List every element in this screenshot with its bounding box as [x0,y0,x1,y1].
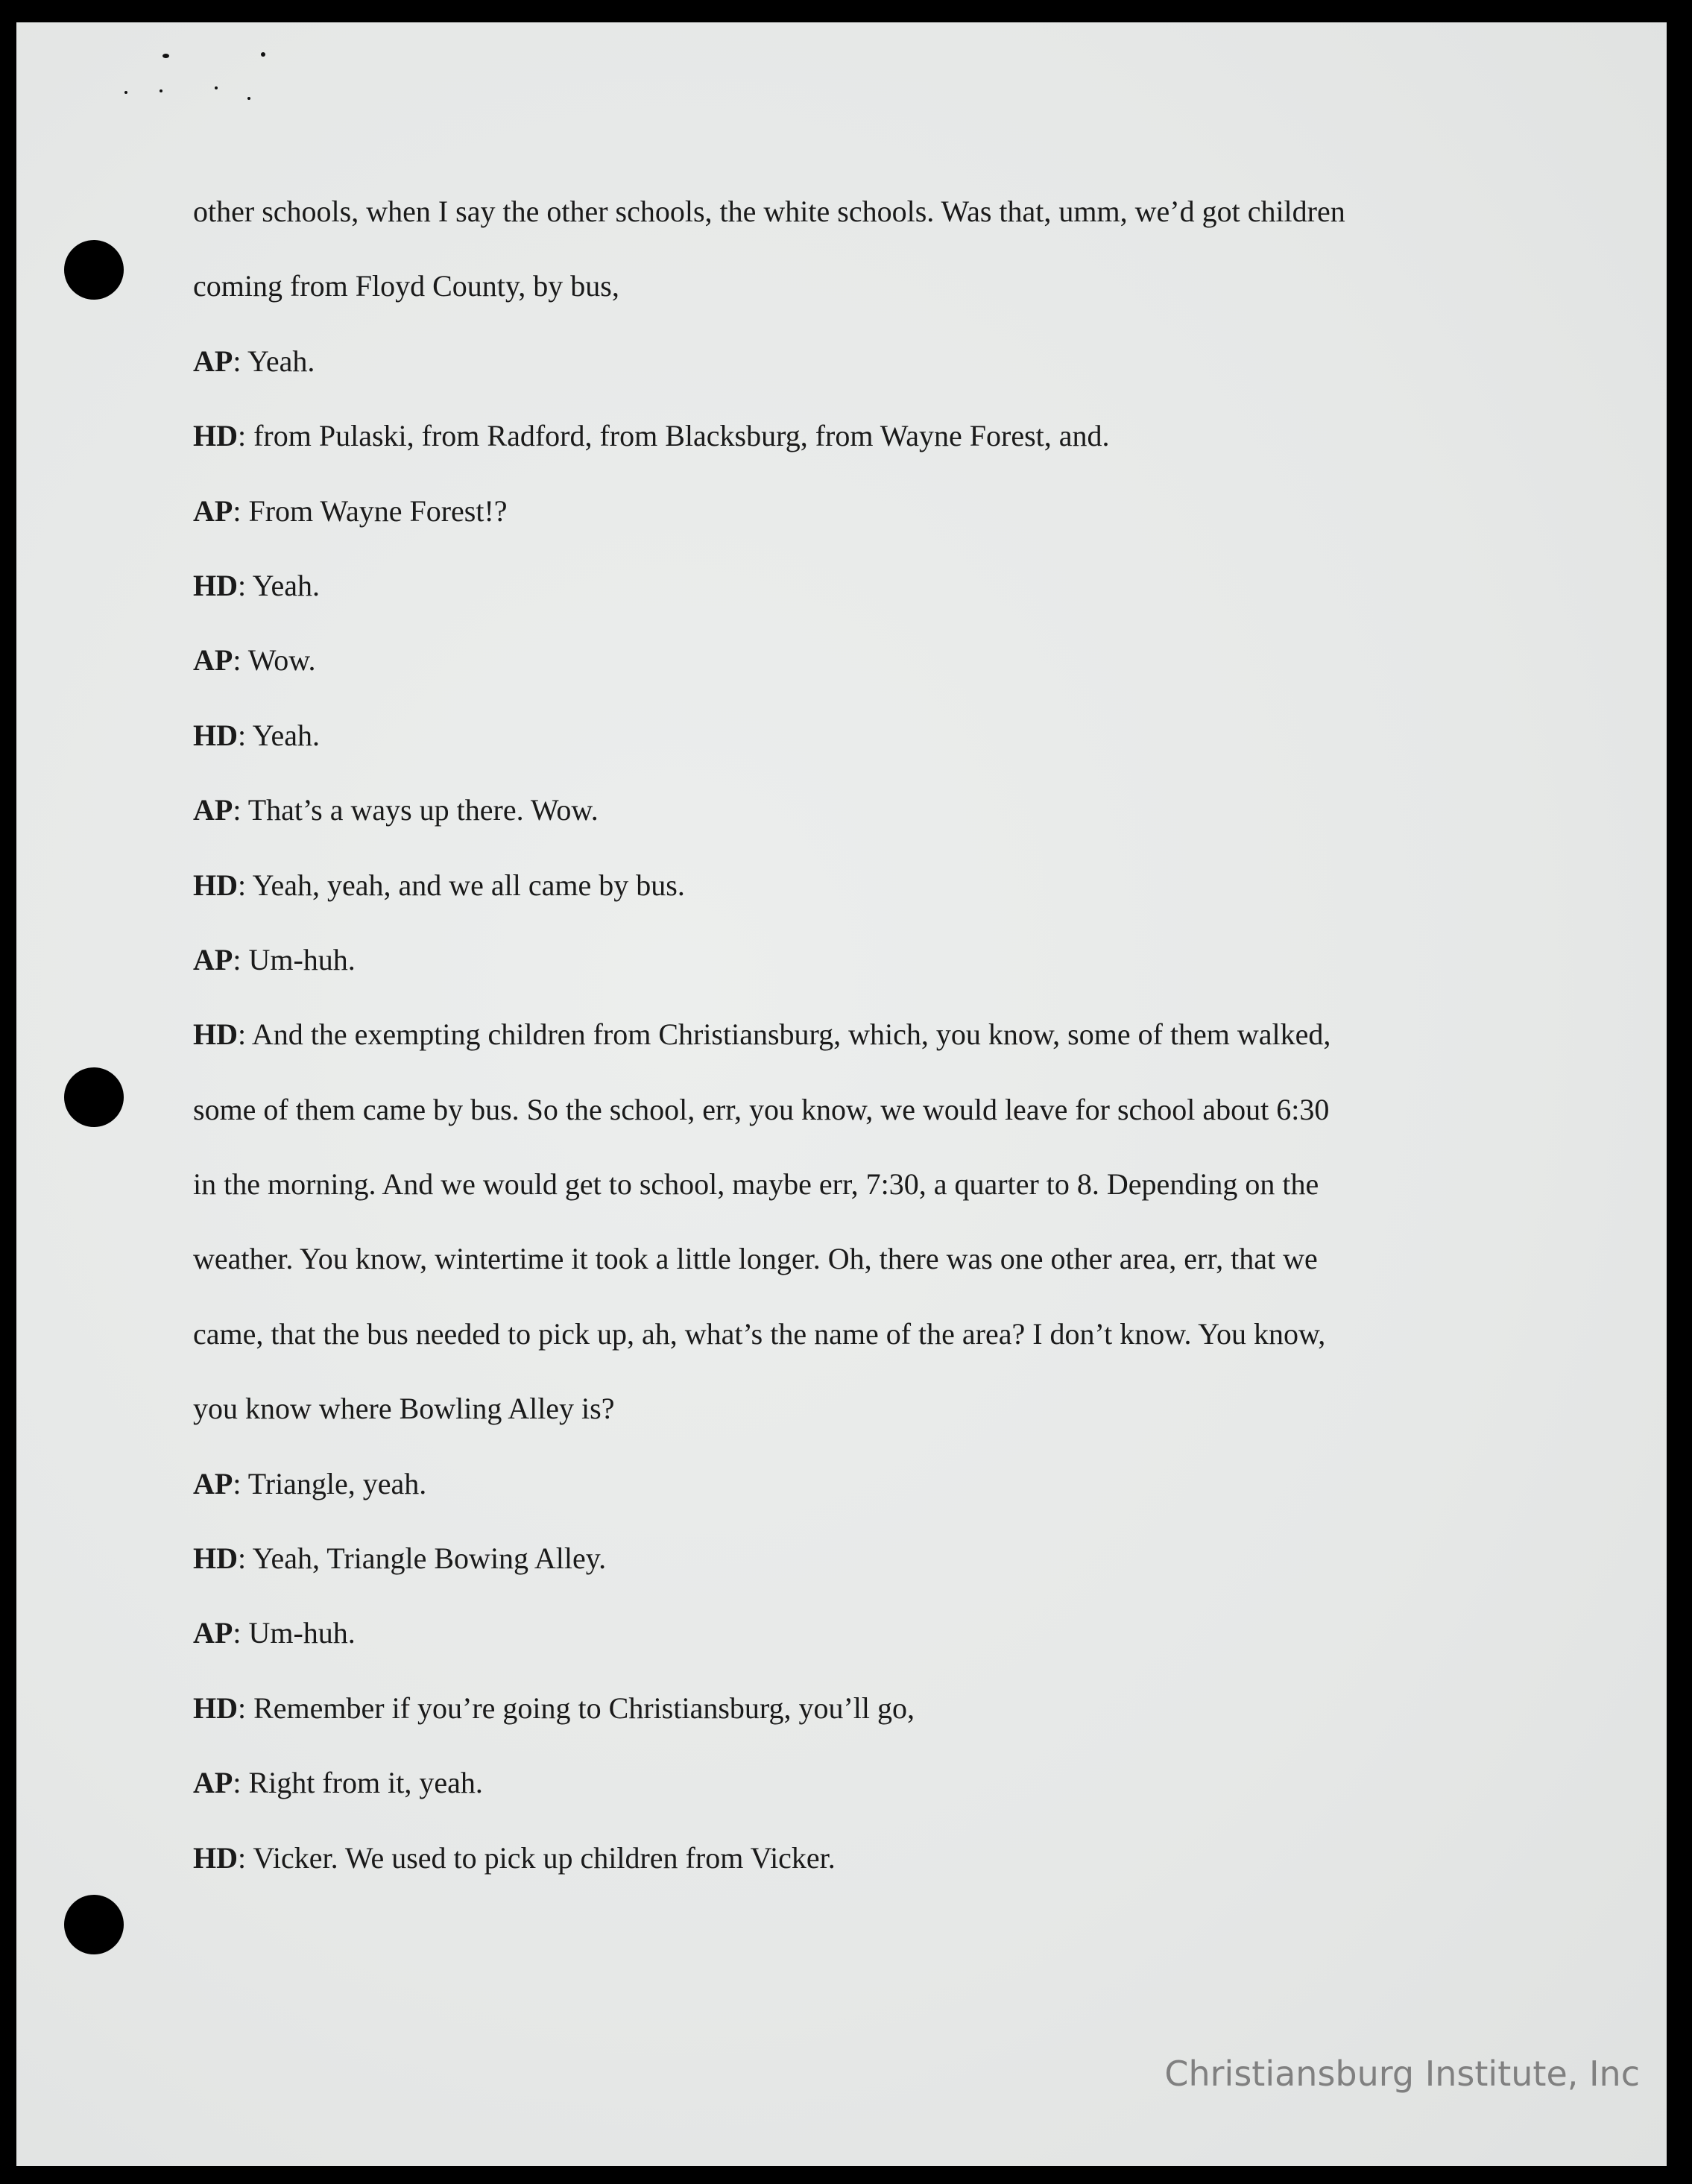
transcript-line [193,339,1505,414]
paper-speck [160,89,162,92]
transcript-line [193,1012,1505,1087]
speaker-label: AP [193,643,233,678]
utterance-text: : Remember if you’re going to Christiansburg, you’ll go, [238,1691,915,1725]
paper-speck [247,97,250,100]
transcript-line [193,1536,1505,1611]
speaker-label: HD [193,718,238,752]
paper-speck [215,86,218,89]
utterance-text: : Yeah. [233,344,315,378]
utterance-text: : Wow. [233,643,316,678]
utterance-text: : Um-huh. [233,942,356,976]
transcript-line [193,713,1505,788]
binder-hole-bottom [64,1895,124,1954]
transcript-line [193,1312,1505,1386]
utterance-text: : Triangle, yeah. [233,1466,427,1500]
transcript-line [193,564,1505,638]
transcript-line [193,863,1505,938]
utterance-text: : Yeah. [238,718,321,752]
transcript-line [193,1761,1505,1835]
utterance-text: : From Wayne Forest!? [233,493,508,528]
speaker-label: AP [193,793,233,827]
speaker-label: HD [193,1840,238,1875]
utterance-text: some of them came by bus. So the school, err, you know, we would leave for school about 6:30 [193,1092,1330,1126]
speaker-label: AP [193,1466,233,1500]
speaker-label: HD [193,568,238,602]
transcript-line [193,638,1505,713]
utterance-text: : Yeah, yeah, and we all came by bus. [238,868,685,902]
utterance-text: : Yeah, Triangle Bowing Alley. [238,1541,607,1576]
transcript-line [193,264,1505,338]
transcript-line [193,1088,1505,1162]
paper-speck [162,54,169,58]
transcript-line [193,1462,1505,1536]
transcript-line [193,938,1505,1012]
speaker-label: HD [193,1691,238,1725]
transcript-line [193,1611,1505,1685]
transcript-line [193,1836,1505,1910]
paper-speck [261,52,265,57]
transcript-line [193,1162,1505,1237]
utterance-text: coming from Floyd County, by bus, [193,269,619,303]
watermark-text: Christiansburg Institute, Inc [1164,2054,1640,2094]
utterance-text: in the morning. And we would get to school, maybe err, 7:30, a quarter to 8. Depending on the [193,1167,1319,1202]
speaker-label: AP [193,1616,233,1650]
utterance-text: : Right from it, yeah. [233,1766,483,1800]
utterance-text: weather. You know, wintertime it took a little longer. Oh, there was one other area, err, that we [193,1242,1318,1276]
transcript-body [193,189,1505,1910]
speaker-label: HD [193,868,238,902]
utterance-text: : That’s a ways up there. Wow. [233,793,599,827]
speaker-label: HD [193,1017,238,1052]
binder-hole-middle [64,1067,124,1127]
transcript-line [193,1237,1505,1311]
utterance-text: : Um-huh. [233,1616,356,1650]
transcript-line [193,788,1505,862]
transcript-line [193,189,1505,264]
transcript-line [193,1686,1505,1761]
speaker-label: HD [193,419,238,453]
utterance-text: came, that the bus needed to pick up, ah, what’s the name of the area? I don’t know. You know, [193,1316,1326,1351]
speaker-label: AP [193,493,233,528]
utterance-text: other schools, when I say the other schools, the white schools. Was that, umm, we’d got children [193,195,1345,228]
utterance-text: : Yeah. [238,568,321,602]
speaker-label: AP [193,344,233,378]
binder-hole-top [64,240,124,300]
transcript-line [193,414,1505,488]
speaker-label: AP [193,1766,233,1800]
speaker-label: AP [193,942,233,976]
utterance-text: : from Pulaski, from Radford, from Blacksburg, from Wayne Forest, and. [238,419,1110,453]
utterance-text: : And the exempting children from Christiansburg, which, you know, some of them walked, [238,1017,1331,1052]
transcript-line [193,1386,1505,1461]
paper-speck [124,91,127,94]
utterance-text: : Vicker. We used to pick up children from Vicker. [238,1840,836,1875]
utterance-text: you know where Bowling Alley is? [193,1392,615,1426]
speaker-label: HD [193,1541,238,1576]
transcript-line [193,489,1505,564]
